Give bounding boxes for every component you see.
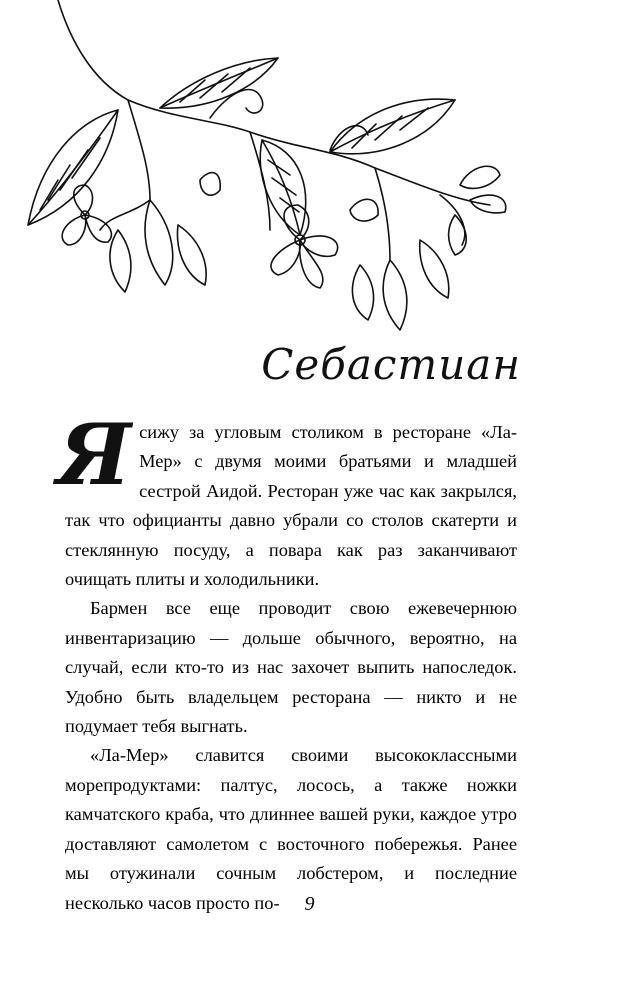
paragraph-1 (57, 405, 517, 594)
floral-branch-icon (0, 0, 619, 340)
paragraph-2: Бармен все еще проводит свою ежевечернюю инвентаризацию — дольше обычного, вероятно, на случай, если кто-то из нас захочет выпить напоследок. Удобно быть владельцем ресторана — никто и не подумает тебя выгнать. (65, 598, 517, 737)
page-number: 9 (304, 893, 315, 915)
paragraph-3: «Ла-Мер» славится своими высококлассными морепродуктами: палтус, лосось, а также ножки камчатского краба, что длиннее вашей руки, каждое утро доставляют самолетом с восточного побережья. Ранее мы отужинали сочным лобстером, и последние несколько часов просто по- (65, 745, 517, 913)
paragraph-1-text: сижу за угловым столиком в ресторане «Ла-Мер» с двумя моими братьями и младшей сестрой Аидой. Ресторан уже час как закрылся, так что официанты давно убрали со столов скатерти и стеклянную посуду, а повара как раз заканчивают очищать плиты и холодильники. (65, 422, 517, 590)
body-text (57, 405, 517, 918)
chapter-title: Себастиан (261, 340, 521, 389)
drop-cap: Я (57, 405, 132, 504)
